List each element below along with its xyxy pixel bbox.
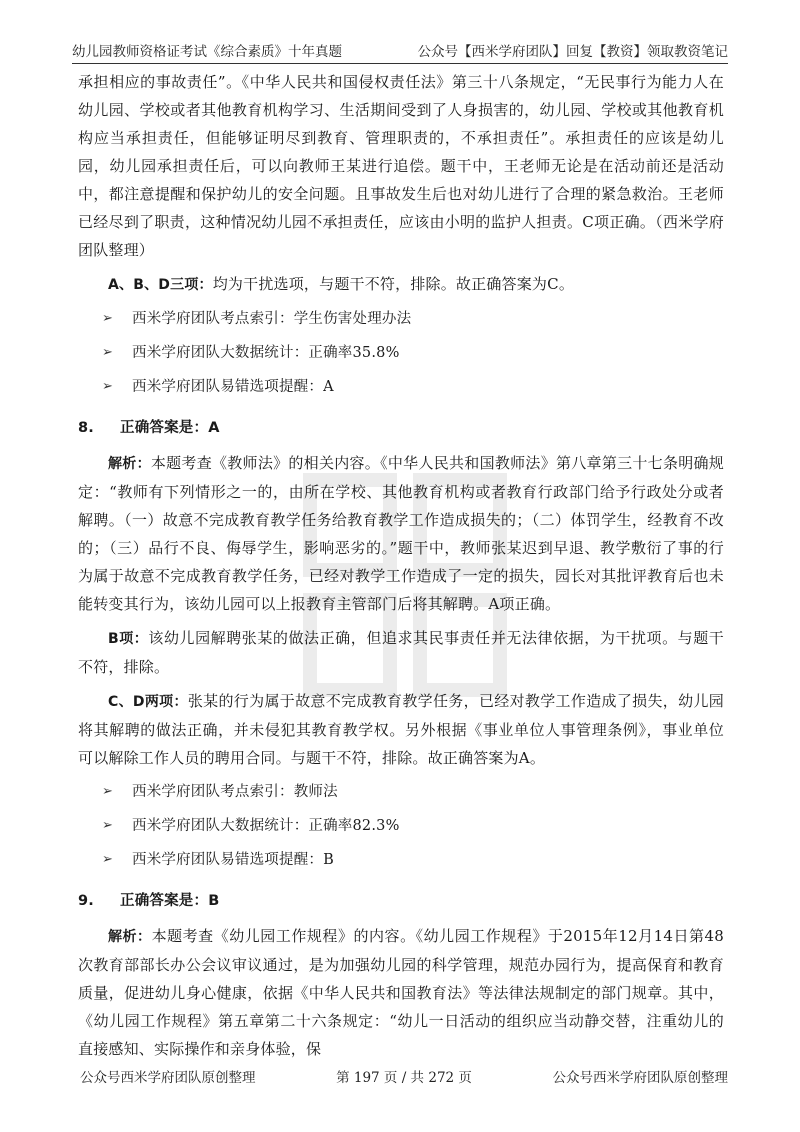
correct-answer: 正确答案是：B: [120, 893, 220, 909]
footer-right: 公众号西米学府团队原创整理: [552, 1070, 728, 1086]
list-item-text: 西米学府团队考点索引：教师法: [132, 784, 338, 800]
analysis-label: 解析：: [108, 456, 151, 472]
header-left-title: 幼儿园教师资格证考试《综合素质》十年真题: [72, 44, 342, 60]
arrow-icon: ➢: [102, 379, 114, 394]
page-footer: [80, 1066, 728, 1086]
analysis-label: 解析：: [108, 929, 152, 945]
analysis-paragraph: [78, 922, 724, 1063]
paragraph-text: 该幼儿园解聘张某的做法正确，但追求其民事责任并无法律依据，为干扰项。与题干不符，排除。: [78, 629, 724, 676]
list-item-text: 西米学府团队大数据统计：正确率82.3%: [132, 818, 400, 834]
correct-answer: 正确答案是：A: [120, 420, 220, 436]
document-body: [78, 68, 724, 1063]
question-number: 9.: [78, 893, 94, 909]
arrow-icon: ➢: [102, 852, 114, 867]
list-item-text: 西米学府团队考点索引：学生伤害处理办法: [132, 311, 412, 327]
paragraph: 承担相应的事故责任”。《中华人民共和国侵权责任法》第三十八条规定，“无民事行为能力人在幼儿园、学校或者其他教育机构学习、生活期间受到了人身损害的，幼儿园、学校或其他教育机构应当承担责任，但能够证明尽到教育、管理职责的，不承担责任”。承担责任的应该是幼儿园，幼儿园承担责任后，可以向教师王某进行追偿。题干中，王老师无论是在活动前还是活动中，都注意提醒和保护幼儿的安全问题。且事故发生后也对幼儿进行了合理的紧急救治。王老师已经尽到了职责，这种情况幼儿园不承担责任，应该由小明的监护人担责。C项正确。（西米学府团队整理）: [78, 73, 724, 259]
arrow-icon: ➢: [102, 784, 114, 799]
option-label: A、B、D三项：: [108, 277, 213, 293]
analysis-text: 本题考查《幼儿园工作规程》的内容。《幼儿园工作规程》于2015年12月14日第48次教育部部长办公会议审议通过，是为加强幼儿园的科学管理，规范办园行为，提高保育和教育质量，促进幼儿身心健康，依据《中华人民共和国教育法》等法律法规制定的部门规章。其中，《幼儿园工作规程》第五章第二十六条规定：“幼儿一日活动的组织应当动静交替，注重幼儿的直接感知、实际操作和亲身体验，保: [78, 927, 724, 1058]
list-item: [102, 812, 724, 840]
question-number: 8.: [78, 420, 94, 436]
footer-left: 公众号西米学府团队原创整理: [80, 1070, 256, 1086]
list-item-text: 西米学府团队大数据统计：正确率35.8%: [132, 345, 400, 361]
question-heading: [78, 886, 724, 916]
option-label: B项：: [108, 631, 149, 647]
list-item-text: 西米学府团队易错选项提醒：A: [132, 379, 334, 395]
analysis-paragraph: [78, 449, 724, 618]
paragraph: [78, 270, 724, 299]
list-item: [102, 305, 724, 333]
arrow-icon: ➢: [102, 311, 114, 326]
arrow-icon: ➢: [102, 818, 114, 833]
list-item: [102, 846, 724, 874]
list-item: [102, 339, 724, 367]
paragraph-text: 均为干扰选项，与题干不符，排除。故正确答案为C。: [212, 275, 575, 293]
page-header: [72, 38, 728, 64]
arrow-icon: ➢: [102, 345, 114, 360]
header-right-note: 公众号【西米学府团队】回复【教资】领取教资笔记: [417, 44, 728, 60]
paragraph-text: 张某的行为属于故意不完成教育教学任务，已经对教学工作造成了损失，幼儿园将其解聘的做法正确，并未侵犯其教育教学权。另外根据《事业单位人事管理条例》，事业单位可以解除工作人员的聘用合同。与题干不符，排除。故正确答案为A。: [78, 692, 724, 767]
option-label: C、D两项：: [108, 694, 188, 710]
list-item-text: 西米学府团队易错选项提醒：B: [132, 852, 334, 868]
paragraph: [78, 687, 724, 772]
question-heading: [78, 413, 724, 443]
analysis-text: 本题考查《教师法》的相关内容。《中华人民共和国教师法》第八章第三十七条明确规定：“教师有下列情形之一的，由所在学校、其他教育机构或者教育行政部门给予行政处分或者解聘。（一）故意不完成教育教学任务给教育教学工作造成损失的；（二）体罚学生，经教育不改的；（三）品行不良、侮辱学生，影响恶劣的。”题干中，教师张某迟到早退、教学敷衍了事的行为属于故意不完成教育教学任务，已经对教学工作造成了一定的损失，园长对其批评教育后也未能转变其行为，该幼儿园可以上报教育主管部门后将其解聘。A项正确。: [78, 454, 724, 613]
page-number: 第 197 页 / 共 272 页: [336, 1070, 472, 1086]
paragraph: [78, 624, 724, 681]
list-item: [102, 373, 724, 401]
list-item: [102, 778, 724, 806]
